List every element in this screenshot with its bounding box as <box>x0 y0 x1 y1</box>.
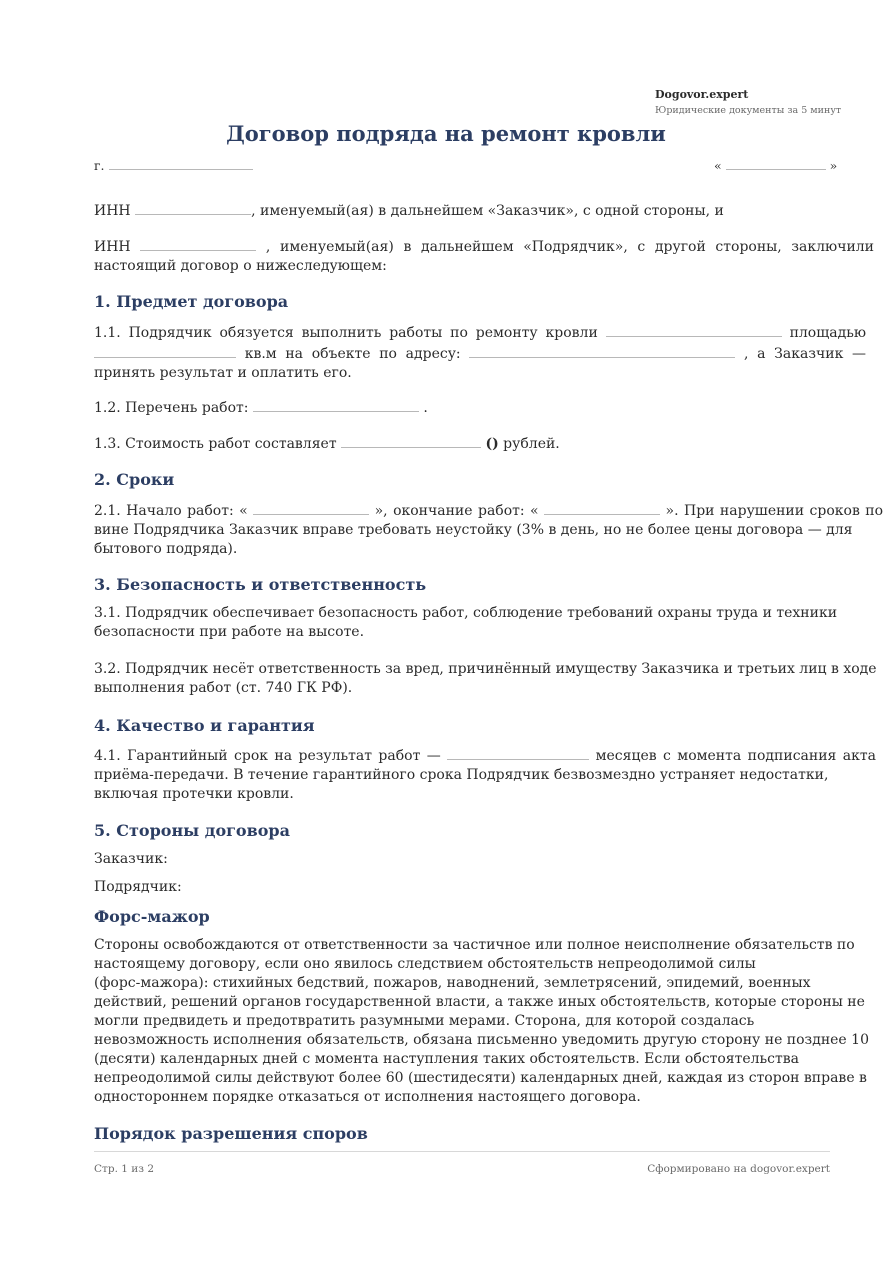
clause-1-2 <box>94 397 428 418</box>
contractor-party-text-2: настоящий договор о нижеследующем: <box>94 258 387 274</box>
brand-name: Dogovor.expert <box>655 88 749 101</box>
clause-1-2-period: . <box>423 400 428 416</box>
clause-1-3-text-a: 1.3. Стоимость работ составляет <box>94 436 337 452</box>
clause-4-1-text-b: месяцев с момента подписания акта <box>595 748 876 764</box>
price-words-parens: () <box>485 436 499 452</box>
contractor-party-paragraph <box>94 236 874 276</box>
city-line <box>94 155 253 175</box>
date-close-quote: » <box>829 158 838 173</box>
section-5-title: 5. Стороны договора <box>94 821 290 840</box>
force-majeure-line: невозможность исполнения обязательств, обязана письменно уведомить другую сторону не позднее 10 <box>94 1032 869 1048</box>
brand-tagline: Юридические документы за 5 минут <box>655 105 842 116</box>
customer-inn-blank <box>135 200 251 215</box>
force-majeure-title: Форс-мажор <box>94 907 210 926</box>
clause-1-2-text: 1.2. Перечень работ: <box>94 400 249 416</box>
footer-generated: Сформировано на dogovor.expert <box>647 1163 830 1175</box>
clause-4-1-text-a: 4.1. Гарантийный срок на результат работ — <box>94 748 441 764</box>
force-majeure-line: непреодолимой силы действуют более 60 (шестидесяти) календарных дней, каждая из сторон вправе в <box>94 1070 867 1086</box>
customer-party-text: , именуемый(ая) в дальнейшем «Заказчик», с одной стороны, и <box>251 203 724 219</box>
clause-3-2: 3.2. Подрядчик несёт ответственность за вред, причинённый имуществу Заказчика и третьих лиц в ходе выполнения работ (ст. 740 ГК РФ). <box>94 661 877 696</box>
footer-divider <box>94 1151 830 1152</box>
force-majeure-line: Стороны освобождаются от ответственности за частичное или полное неисполнение обязательств по <box>94 937 855 953</box>
date-open-quote: « <box>714 158 722 173</box>
clause-1-1-text-b: площадью <box>789 325 867 341</box>
clause-2-1-text-b: », окончание работ: « <box>374 503 539 519</box>
clause-3-1: 3.1. Подрядчик обеспечивает безопасность работ, соблюдение требований охраны труда и техники безопасности при работе на высоте. <box>94 605 838 640</box>
customer-signature-label: Заказчик: <box>94 851 168 867</box>
force-majeure-line: настоящему договору, если оно явилось следствием обстоятельств непреодолимой силы <box>94 956 756 972</box>
start-date-blank <box>253 500 369 515</box>
customer-inn-label: ИНН <box>94 203 131 219</box>
clause-1-1-text-e: принять результат и оплатить его. <box>94 365 352 381</box>
end-date-blank <box>544 500 660 515</box>
contractor-inn-blank <box>140 236 256 251</box>
address-blank <box>469 343 735 358</box>
force-majeure-line: (форс-мажора): стихийных бедствий, пожаров, наводнений, землетрясений, эпидемий, военных <box>94 975 811 991</box>
clause-1-1-line-2 <box>94 343 866 364</box>
contractor-signature-label: Подрядчик: <box>94 879 182 895</box>
force-majeure-line: могли предвидеть и предотвратить разумными мерами. Сторона, для которой создалась <box>94 1013 755 1029</box>
clause-2-1-line-1 <box>94 500 883 521</box>
city-blank <box>109 155 253 170</box>
contractor-party-line-1 <box>94 236 874 257</box>
contractor-party-text-1: , именуемый(ая) в дальнейшем «Подрядчик», с другой стороны, заключили <box>265 239 875 255</box>
clause-2-1-text-c: ». При нарушении сроков по <box>665 503 884 519</box>
clause-1-3 <box>94 433 560 454</box>
brand-block <box>655 88 841 117</box>
clause-2-1-text-d: вине Подрядчика Заказчик вправе требовать неустойку (3% в день, но не более цены договора — для <box>94 522 853 538</box>
date-line <box>714 155 837 175</box>
clause-4-1-line-1 <box>94 745 876 766</box>
clause-2-1-text-e: бытового подряда). <box>94 541 238 557</box>
force-majeure-paragraph <box>94 936 884 1107</box>
works-list-blank <box>253 397 419 412</box>
force-majeure-line: (десяти) календарных дней с момента наступления таких обстоятельств. Если обстоятельства <box>94 1051 799 1067</box>
section-1-title: 1. Предмет договора <box>94 292 289 311</box>
clause-1-1-text-c: кв.м на объекте по адресу: <box>244 346 461 362</box>
force-majeure-line: действий, решений органов государственной власти, а также иных обстоятельств, которые стороны не <box>94 994 865 1010</box>
clause-1-1 <box>94 322 866 383</box>
page-number: Стр. 1 из 2 <box>94 1163 155 1175</box>
clause-1-1-line-1 <box>94 322 866 343</box>
clause-1-1-text-d: , а Заказчик — <box>744 346 867 362</box>
section-2-title: 2. Сроки <box>94 470 175 489</box>
warranty-months-blank <box>447 745 589 760</box>
date-blank <box>726 155 826 170</box>
section-3-title: 3. Безопасность и ответственность <box>94 575 427 594</box>
document-title: Договор подряда на ремонт кровли <box>226 121 666 146</box>
roof-blank <box>606 322 782 337</box>
price-blank <box>341 433 481 448</box>
customer-party-line <box>94 200 724 221</box>
clause-4-1-text-d: включая протечки кровли. <box>94 786 294 802</box>
clause-2-1-text-a: 2.1. Начало работ: « <box>94 503 248 519</box>
clause-1-1-text-a: 1.1. Подрядчик обязуется выполнить работы по ремонту кровли <box>94 325 598 341</box>
clause-2-1 <box>94 500 883 559</box>
city-prefix: г. <box>94 158 105 173</box>
area-blank <box>94 343 236 358</box>
clause-1-3-text-c: рублей. <box>503 436 560 452</box>
section-4-title: 4. Качество и гарантия <box>94 716 315 735</box>
clause-4-1 <box>94 745 876 804</box>
disputes-title: Порядок разрешения споров <box>94 1124 368 1143</box>
force-majeure-line: одностороннем порядке отказаться от исполнения настоящего договора. <box>94 1089 641 1105</box>
contractor-inn-label: ИНН <box>94 239 131 255</box>
clause-4-1-text-c: приёма-передачи. В течение гарантийного срока Подрядчик безвозмездно устраняет недостатки, <box>94 767 829 783</box>
